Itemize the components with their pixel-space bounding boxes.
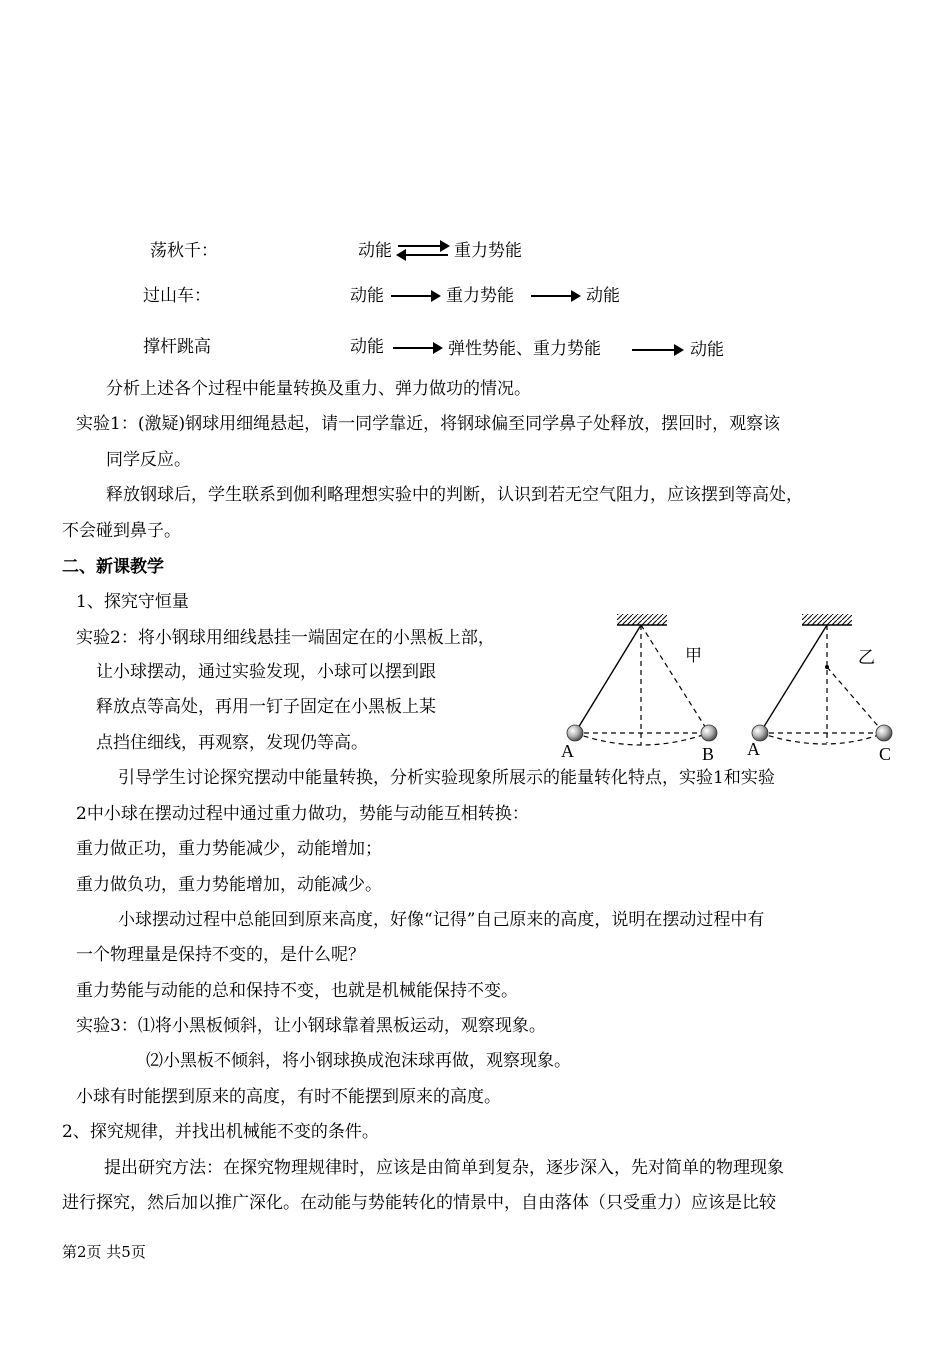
arrow-icon [391, 295, 439, 297]
polevault-b: 弹性势能、重力势能 [448, 339, 601, 359]
release-line2: 不会碰到鼻子。 [62, 521, 181, 541]
pendulum-yi [747, 614, 892, 764]
forward-arrow-icon [398, 245, 448, 247]
label-yi: 乙 [858, 648, 875, 667]
subsection-1: 1、探究守恒量 [76, 592, 189, 612]
polevault-c: 动能 [690, 340, 724, 360]
experiment2-line1: 实验2：将小钢球用细线悬挂一端固定在的小黑板上部， [76, 628, 495, 648]
sometimes-paragraph: 小球有时能摆到原来的高度，有时不能摆到原来的高度。 [76, 1087, 501, 1107]
experiment1-line1: 实验1：(激疑)钢球用细绳悬起，请一同学靠近，将钢球偏至同学鼻子处释放，摆回时，观察该 [76, 414, 781, 434]
guide-line2: 2中小球在摆动过程中通过重力做功，势能与动能互相转换： [76, 804, 529, 824]
swing-from: 动能 [358, 241, 392, 261]
coaster-b: 重力势能 [446, 286, 514, 306]
polevault-label: 撑杆跳高 [143, 337, 211, 357]
experiment2-line2: 让小球摆动，通过实验发现，小球可以摆到跟 [96, 662, 436, 682]
swing-label: 荡秋千： [150, 241, 218, 261]
point-b: B [702, 744, 715, 764]
pendulum-diagram [552, 605, 902, 770]
section-heading: 二、新课教学 [62, 557, 164, 577]
pendulum-jia [561, 614, 717, 764]
swing-to: 重力势能 [454, 241, 522, 261]
total-line1: 小球摆动过程中总能回到原来高度，好像“记得”自己原来的高度，说明在摆动过程中有 [118, 910, 765, 930]
subsection-2: 2、探究规律，并找出机械能不变的条件。 [62, 1122, 379, 1142]
arrow-icon [632, 349, 682, 351]
point-a2: A [747, 739, 760, 759]
experiment3-line1: 实验3：⑴将小黑板倾斜，让小钢球靠着黑板运动，观察现象。 [76, 1016, 546, 1036]
method-line2: 进行探究，然后加以推广深化。在动能与势能转化的情景中，自由落体（只受重力）应该是比较 [62, 1193, 776, 1213]
point-a1: A [561, 741, 574, 761]
label-jia: 甲 [685, 646, 702, 665]
positive-work: 重力做正功，重力势能减少，动能增加； [76, 839, 382, 859]
page-footer: 第2页 共5页 [62, 1243, 146, 1261]
experiment2-line4: 点挡住细线，再观察，发现仍等高。 [96, 733, 368, 753]
method-line1: 提出研究方法：在探究物理规律时，应该是由简单到复杂，逐步深入，先对简单的物理现象 [104, 1158, 784, 1178]
coaster-label: 过山车： [143, 286, 211, 306]
arrow-icon [531, 295, 579, 297]
point-c: C [879, 744, 892, 764]
coaster-c: 动能 [586, 286, 620, 306]
release-line1: 释放钢球后，学生联系到伽利略理想实验中的判断，认识到若无空气阻力，应该摆到等高处， [106, 485, 803, 505]
experiment2-line3: 释放点等高处，再用一钉子固定在小黑板上某 [96, 697, 436, 717]
polevault-a: 动能 [350, 337, 384, 357]
negative-work: 重力做负功，重力势能增加，动能减少。 [76, 875, 382, 895]
experiment1-line2: 同学反应。 [106, 450, 191, 470]
guide-line1: 引导学生讨论探究摆动中能量转换，分析实验现象所展示的能量转化特点，实验1和实验 [118, 768, 775, 788]
backward-arrow-icon [398, 254, 448, 256]
experiment3-line2: ⑵小黑板不倾斜，将小钢球换成泡沫球再做，观察现象。 [146, 1051, 571, 1071]
coaster-a: 动能 [350, 286, 384, 306]
analyze-paragraph: 分析上述各个过程中能量转换及重力、弹力做功的情况。 [106, 379, 531, 399]
sum-constant: 重力势能与动能的总和保持不变，也就是机械能保持不变。 [76, 981, 518, 1001]
total-line2: 一个物理量是保持不变的，是什么呢？ [76, 945, 365, 965]
arrow-icon [393, 347, 441, 349]
